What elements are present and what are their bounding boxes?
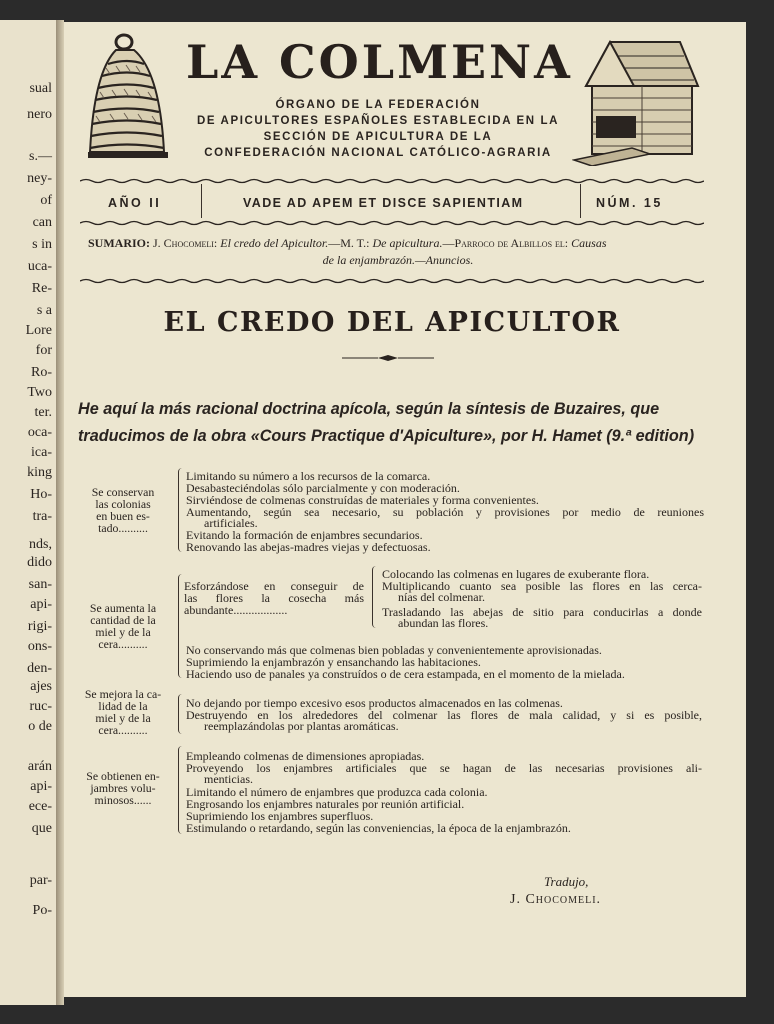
left-page-text-fragment: Re-: [31, 281, 52, 296]
article-title: EL CREDO DEL APICULTOR: [163, 307, 621, 338]
section-2-sub-line: Trasladando las abejas de sitio para conducirlas a donde: [382, 605, 702, 619]
summary-title: El credo del Apicultor.: [220, 236, 329, 250]
brace: [178, 694, 183, 734]
issue-year: AÑO II: [108, 196, 162, 210]
subtitle-line: CONFEDERACIÓN NACIONAL CATÓLICO-AGRARIA: [204, 147, 552, 159]
label-line: Se conservan: [91, 485, 155, 499]
label-line: abundante..................: [184, 603, 288, 617]
left-page-text-fragment: s in: [32, 237, 52, 252]
section-2-sub-line: Colocando las colmenas en lugares de exuberante flora.: [382, 567, 650, 581]
section-2-sub-line: abundan las flores.: [398, 616, 489, 630]
left-page-edge: [0, 20, 58, 1005]
section-4-line: Engrosando los enjambres naturales por reunión artificial.: [186, 797, 465, 811]
band-divider: [580, 184, 581, 218]
left-page-text-fragment: s.—: [29, 149, 52, 164]
left-page-text-fragment: arán: [27, 759, 52, 774]
summary-row: [88, 252, 708, 269]
section-4-line: Suprimiendo los enjambres superfluos.: [186, 809, 374, 823]
left-page-text-fragment: api-: [30, 779, 52, 794]
band-divider: [201, 184, 202, 218]
section-1-label: [76, 486, 170, 534]
signoff-name: J. Chocomeli.: [510, 892, 602, 907]
label-line: cera..........: [98, 723, 148, 737]
left-page-text-fragment: que: [31, 821, 52, 836]
label-line: miel y de la: [95, 625, 151, 639]
brace: [178, 746, 183, 834]
section-4-line: Estimulando o retardando, según las conveniencias, la época de la enjambrazón.: [186, 821, 571, 835]
section-4-label: [76, 770, 170, 806]
summary-title: de la enjambrazón.: [322, 253, 415, 267]
summary-row: [88, 235, 708, 252]
left-page-text-fragment: of: [40, 193, 52, 208]
section-4-line: Limitando el número de enjambres que produzca cada colonia.: [186, 785, 488, 799]
issue-number: NÚM. 15: [596, 196, 663, 210]
beehive-skep-illustration: [86, 32, 170, 162]
left-page-text-fragment: oca-: [27, 425, 52, 440]
summary-title: Causas: [571, 236, 607, 250]
left-page-text-fragment: ons-: [27, 639, 52, 654]
label-line: Se aumenta la: [89, 601, 157, 615]
section-1-line: Renovando las abejas-madres viejas y defectuosas.: [186, 540, 431, 554]
left-page-text-fragment: ajes: [30, 679, 52, 694]
label-line: cantidad de la: [90, 613, 156, 627]
section-3-line: reemplazándolas por plantas aromáticas.: [204, 719, 399, 733]
subtitle-line: ÓRGANO DE LA FEDERACIÓN: [275, 99, 481, 111]
brace: [372, 566, 377, 628]
section-1-line: Desabasteciéndolas sólo parcialmente y con moderación.: [186, 481, 460, 495]
masthead-title: LA COLMENA: [186, 35, 573, 89]
section-3-label: [76, 688, 170, 736]
section-1-line: artificiales.: [204, 516, 258, 530]
section-1-line: Evitando la formación de enjambres secundarios.: [186, 528, 423, 542]
section-2-line: No conservando más que colmenas bien pobladas y convenientemente aprovisionadas.: [186, 643, 602, 657]
left-page-text-fragment: Ro-: [31, 365, 52, 380]
ornament-divider: [342, 354, 434, 362]
left-page-text-fragment: uca-: [27, 259, 52, 274]
label-line: lidad de la: [98, 699, 148, 713]
left-page-text-fragment: Two: [27, 385, 52, 400]
summary: [88, 235, 708, 269]
section-2-line: Suprimiendo la enjambrazón y ensanchando las habitaciones.: [186, 655, 481, 669]
section-2-sub-label: [184, 580, 368, 616]
left-page-text-fragment: san-: [28, 577, 52, 592]
summary-author: J. Chocomeli:: [153, 236, 218, 250]
section-2-sub-line: nías del colmenar.: [398, 590, 485, 604]
beehive-house-illustration: [572, 36, 704, 166]
section-3-line: No dejando por tiempo excesivo esos productos almacenados en las colmenas.: [186, 696, 563, 710]
left-page-text-fragment: king: [27, 465, 52, 480]
summary-label: SUMARIO:: [88, 236, 150, 250]
left-page-text-fragment: ece-: [28, 799, 52, 814]
label-line: tado..........: [98, 521, 148, 535]
summary-title: De apicultura.: [372, 236, 443, 250]
section-4-line: Empleando colmenas de dimensiones apropiadas.: [186, 749, 425, 763]
section-1-line: Sirviéndose de colmenas construídas de materiales y forma convenientes.: [186, 493, 539, 507]
section-3-line: Destruyendo en los alrededores del colmenar las flores de mala calidad, y si es posible,: [186, 708, 702, 722]
wavy-rule-middle: [80, 220, 704, 226]
book-gutter: [56, 20, 64, 1005]
brace: [178, 574, 183, 678]
summary-author: —Anuncios.: [414, 253, 474, 267]
label-line: las flores la cosecha más: [184, 591, 364, 605]
left-page-text-fragment: tra-: [32, 509, 52, 524]
left-page-text-fragment: s a: [36, 303, 52, 318]
left-page-text-fragment: o de: [28, 719, 52, 734]
section-2-label: [76, 602, 170, 650]
left-page-text-fragment: api-: [30, 597, 52, 612]
left-page-text-fragment: nero: [27, 107, 52, 122]
label-line: Se mejora la ca-: [84, 687, 162, 701]
left-page-text-fragment: Ho-: [30, 487, 52, 502]
brace: [178, 468, 183, 552]
section-4-line: menticias.: [204, 772, 253, 786]
subtitle-line: SECCIÓN DE APICULTURA DE LA: [263, 131, 493, 143]
summary-author: —M. T.:: [328, 236, 370, 250]
left-page-text-fragment: ney-: [27, 171, 52, 186]
wavy-rule-top: [80, 178, 704, 184]
intro-line: He aquí la más racional doctrina apícola, según la síntesis de Buzaires, que: [78, 400, 660, 418]
section-2-sub-line: Multiplicando cuanto sea posible las flores en las cerca-: [382, 579, 702, 593]
label-line: las colonias: [95, 497, 151, 511]
label-line: miel y de la: [95, 711, 151, 725]
label-line: en buen es-: [96, 509, 150, 523]
left-page-text-fragment: Po-: [32, 903, 52, 918]
section-2-line: Haciendo uso de panales ya construídos o de cera estampada, en el momento de la mielada.: [186, 667, 625, 681]
label-line: minosos......: [94, 793, 152, 807]
section-1-line: Limitando su número a los recursos de la comarca.: [186, 469, 431, 483]
left-page-text-fragment: dido: [27, 555, 52, 570]
left-page-text-fragment: rigi-: [27, 619, 52, 634]
subtitle-line: DE APICULTORES ESPAÑOLES ESTABLECIDA EN LA: [197, 115, 559, 127]
left-page-text-fragment: ruc-: [29, 699, 52, 714]
summary-author: —Parroco de Albillos el:: [442, 236, 569, 250]
left-page-text-fragment: ter.: [34, 405, 52, 420]
left-page-text-fragment: par-: [29, 873, 52, 888]
left-page-text-fragment: Lore: [25, 323, 52, 338]
wavy-rule-bottom: [80, 278, 704, 284]
left-page-text-fragment: ica-: [31, 445, 52, 460]
section-4-line: Proveyendo los enjambres artificiales que se hagan de las necesarias provisiones ali-: [186, 761, 702, 775]
intro-line: traducimos de la obra «Cours Practique d'Apiculture», por H. Hamet (9.ª edition): [78, 427, 695, 445]
left-page-text-fragment: nds,: [29, 537, 52, 552]
section-1-line: Aumentando, según sea necesario, su población y provisiones por medio de reuniones: [186, 505, 704, 519]
motto: VADE AD APEM ET DISCE SAPIENTIAM: [243, 196, 524, 210]
left-page-text-fragment: sual: [29, 81, 52, 96]
left-page-text-fragment: can: [32, 215, 52, 230]
label-line: jambres volu-: [90, 781, 156, 795]
left-page-text-fragment: den-: [27, 661, 52, 676]
label-line: Se obtienen en-: [86, 769, 160, 783]
left-page-text-fragment: for: [35, 343, 52, 358]
label-line: cera..........: [98, 637, 148, 651]
signoff-translated: Tradujo,: [544, 874, 589, 889]
label-line: Esforzándose en conseguir de: [184, 579, 364, 593]
